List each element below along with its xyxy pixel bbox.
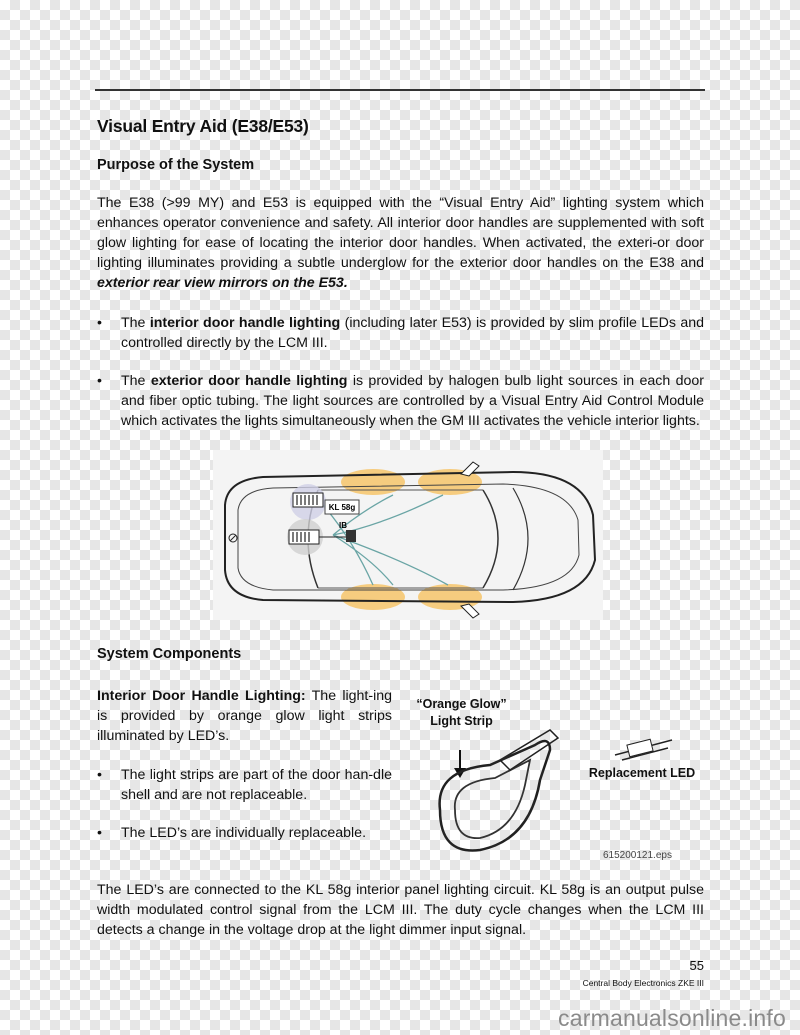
watermark: carmanualsonline.info	[558, 1005, 786, 1031]
components-heading: System Components	[97, 646, 242, 662]
purpose-heading: Purpose of the System	[97, 157, 255, 173]
car-diagram	[213, 450, 603, 620]
bullet-bold: interior door handle lighting	[149, 315, 341, 331]
header-rule	[95, 89, 705, 91]
bullet-bold: exterior door handle lighting	[150, 373, 348, 389]
closing-paragraph: The LED’s are connected to the KL 58g interior panel lighting circuit. KL 58g is an output pulse width modulated control signal from the LCM III. The duty cycle changes when the LCM III detects a change in the voltage drop at the light dimmer input signal.	[97, 882, 704, 938]
label-light-strip: Light Strip	[430, 714, 493, 728]
label-kl58g: KL 58g	[328, 503, 356, 512]
footer-text: Central Body Electronics ZKE III	[582, 978, 704, 988]
page-title: Visual Entry Aid (E38/E53)	[97, 116, 309, 136]
page-number: 55	[689, 958, 704, 973]
bullet-text-pre: The	[121, 315, 150, 331]
handle-figure	[400, 690, 705, 870]
bullet-text-pre: The	[121, 373, 151, 389]
bullet-dot: •	[97, 373, 102, 389]
bullet-text-post: (including later E53) is provided by slim profile LEDs and controlled directly by the LCM III.	[121, 315, 705, 351]
bullet-exterior-lighting	[97, 371, 704, 431]
bullet-light-strips	[97, 765, 392, 805]
bullet-text-post: is provided by halogen bulb light sources in each door and fiber optic tubing. The light sources are controlled by a Visual Entry Aid Control Module which activates the lights simultaneously when the GM III activates the vehicle interior lights.	[121, 373, 705, 429]
label-orange-glow: “Orange Glow”	[416, 697, 507, 711]
intro-text: The E38 (>99 MY) and E53 is equipped with the “Visual Entry Aid” lighting system which enhances operator convenience and safety. All interior door handles are supplemented with soft glow lighting for ease of locating the interior door handles. When activated, the exteri-or door lighting illuminates providing a subtle underglow for the exterior door handles on the E38 and	[97, 195, 704, 271]
interior-text: The light-ing is provided by orange glow light strips illuminated by LED’s.	[97, 688, 393, 744]
intro-paragraph	[97, 193, 704, 293]
bullet-text: The light strips are part of the door han-dle shell and are not replaceable.	[121, 767, 392, 803]
ib-connector	[346, 530, 356, 542]
bullet-interior-lighting	[97, 313, 704, 353]
bullet-dot: •	[97, 315, 102, 331]
bullet-dot: •	[97, 825, 102, 841]
label-ib: IB	[339, 521, 347, 530]
bullet-leds	[97, 823, 392, 843]
interior-paragraph	[97, 686, 392, 746]
figure-filename: 615200121.eps	[603, 850, 672, 861]
interior-heading: Interior Door Handle Lighting:	[97, 688, 306, 704]
label-replacement-led: Replacement LED	[588, 766, 696, 780]
door-handle-inner	[455, 760, 530, 838]
bullet-text: The LED’s are individually replaceable.	[121, 825, 367, 841]
bullet-dot: •	[97, 767, 102, 783]
glow-front-left	[341, 469, 405, 495]
intro-emphasis: exterior rear view mirrors on the E53.	[97, 275, 348, 291]
replacement-led-icon	[627, 739, 653, 756]
